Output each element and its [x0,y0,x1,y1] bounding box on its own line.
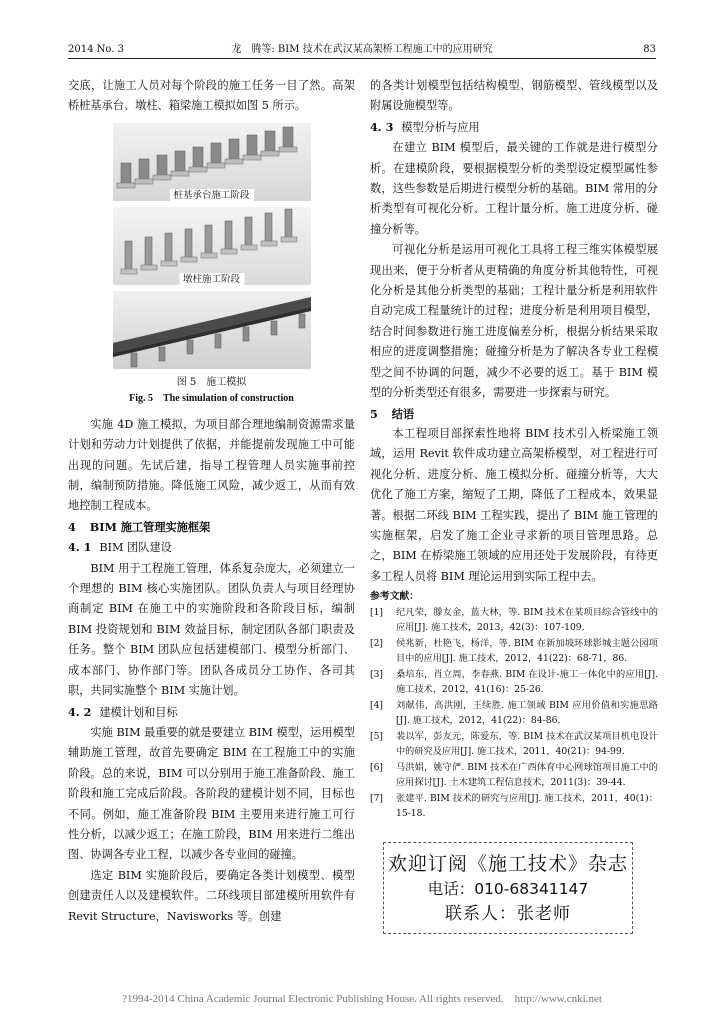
reference-item: [7] 张建平. BIM 技术的研究与应用[J]. 施工技术，2011，40(1)：15-18. [370,793,658,820]
paragraph: 实施 4D 施工模拟，为项目部合理地编制资源需求量计划和劳动力计划提供了依据，并能提前发现施工中可能出现的问题。先试后建，指导工程管理人员实施事前控制，编制预防措施。降低施工风险，减少返工，从而有效地控制工程成本。 [68,417,355,513]
paragraph: 在建立 BIM 模型后，最关键的工作就是进行模型分析。在建模阶段，要根据模型分析的类型设定模型属性参数，这些参数是后期进行模型分析的基础。BIM 常用的分析类型有可视化分析、工程计量分析、施工进度分析、碰撞分析等。 [370,141,658,236]
paragraph: 的各类计划模型包括结构模型、钢筋模型、管线模型以及附属设施模型等。 [370,79,658,113]
references [370,589,658,821]
ad-headline: 欢迎订阅《施工技术》杂志 [387,853,628,875]
subsection-heading-4-3: 4. 3 模型分析与应用 [370,119,480,134]
paragraph: 本工程项目部探索性地将 BIM 技术引入桥梁施工领域，运用 Revit 软件成功建立高架桥模型，对工程进行可视化分析、进度分析、施工模拟分析、碰撞分析等，大大优化了施工方案，缩短了工期，降低了工程成本，效果显著。根据二环线 BIM 工程实践，提出了 BIM 施工管理的实施框架，启发了施工企业寻求新的项目管理思路。总之，BIM 在桥梁施工领域的应用还处于发展阶段，有待更多工程人员将 BIM 理论运用到实际工程中去。 [370,426,658,583]
box-girder-stage-render [113,291,311,369]
copyright-footer: ?1994-2014 China Academic Journal Electronic Publishing House. All rights reserved. http://www.cnki.net [122,993,602,1005]
reference-item: [5] 裴以军，彭友元，陈爱东，等. BIM 技术在武汉某项目机电设计中的研究及应用[J]. 施工技术，2011，40(21)：94-99. [370,731,658,758]
paragraph: 交底，让施工人员对每个阶段的施工任务一目了然。高架桥桩基承台、墩柱、箱梁施工模拟如图 5 所示。 [68,79,355,113]
running-header [68,40,656,59]
page-number: 83 [643,44,656,55]
references-title: 参考文献： [370,591,419,603]
panel-label: 桩基承台施工阶段 [169,189,253,202]
reference-item: [3] 桑培东，肖立周，李春燕. BIM 在设计-施工一体化中的应用[J]. 施工技术，2012，41(16)：25-26. [370,669,658,696]
figure-5 [68,123,355,407]
paragraph: 可视化分析是运用可视化工具将工程三维实体模型展现出来，便于分析者从更精确的角度分析其他特性，可视化分析是其他分析类型的基础；工程计量分析是利用软件自动完成工程量统计的过程；进度分析是利用项目模型，结合时间参数进行施工进度偏差分析，根据分析结果采取相应的进度调整措施；碰撞分析是为了解决各专业工程模型之间不协调的问题，减少不必要的返工。基于 BIM 模型的分析类型还有很多，需要进一步探索与研究。 [370,243,658,400]
figure-caption-en: Fig. 5 The simulation of construction [129,392,294,404]
section-heading-4: 4 BIM 施工管理实施框架 [68,519,211,534]
section-heading-5: 5 结语 [370,406,415,421]
paragraph: BIM 用于工程施工管理，体系复杂庞大，必须建立一个理想的 BIM 核心实施团队。团队负责人与项目经理协商制定 BIM 在施工中的实施阶段和各阶段目标，编制 BIM 投资规划和 BIM 效益目标，制定团队各部门职责及任务。整个 BIM 团队应包括建模部门、模型分析部门、成本部门、协作部门等。团队各成员分工协作、各司其职，共同实施整个 BIM 实施计划。 [68,561,355,698]
subscription-ad-box [383,842,633,934]
paragraph: 实施 BIM 最重要的就是要建立 BIM 模型，运用模型辅助施工管理，故首先要确定 BIM 在工程施工中的实施阶段。总的来说，BIM 可以分别用于施工准备阶段、施工阶段和施工完成后阶段。各阶段的建模计划不同，目标也不同。例如，施工准备阶段 BIM 主要用来进行施工可行性分析，以减少返工；在施工阶段，BIM 用来进行二维出图、协调各专业工程，以减少各专业间的碰撞。 [68,725,355,862]
subsection-heading-4-1: 4. 1 BIM 团队建设 [68,540,172,555]
reference-item: [2] 侯兆新，杜艳飞，杨洋，等. BIM 在新加坡环球影城主题公园项目中的应用[J]. 施工技术，2012，41(22)：68-71，86. [370,638,658,665]
figure-caption-cn: 图 5 施工模拟 [176,376,247,388]
journal-issue: 2014 No. 3 [68,44,124,55]
ad-phone: 电话：010-68341147 [427,880,589,898]
reference-item: [6] 马洪娟，姚守俨. BIM 技术在广西体育中心网球馆项目施工中的应用探讨[J]. 土木建筑工程信息技术，2011(3)：39-44. [370,762,658,789]
right-column [370,76,658,822]
reference-item: [1] 纪凡荣，滕友金，蓝大林，等. BIM 技术在某项目综合管线中的应用[J]. 施工技术，2013，42(3)：107-109. [370,607,658,634]
reference-item: [4] 刘献伟，高洪刚，王续胜. 施工领域 BIM 应用价值和实施思路[J]. 施工技术，2012，41(22)：84-86. [370,700,658,727]
subsection-heading-4-2: 4. 2 建模计划和目标 [68,704,178,719]
running-title: 龙 腾等: BIM 技术在武汉某高架桥工程施工中的应用研究 [231,44,493,55]
left-column [68,76,355,927]
construction-simulation-image [113,123,311,369]
ad-contact: 联系人：张老师 [445,904,571,924]
paragraph: 选定 BIM 实施阶段后，要确定各类计划模型、模型创建责任人以及建模软件。二环线项目部建模所用软件有 Revit Structure，Navisworks 等。创建 [68,868,355,923]
panel-label: 墩柱施工阶段 [179,273,244,286]
